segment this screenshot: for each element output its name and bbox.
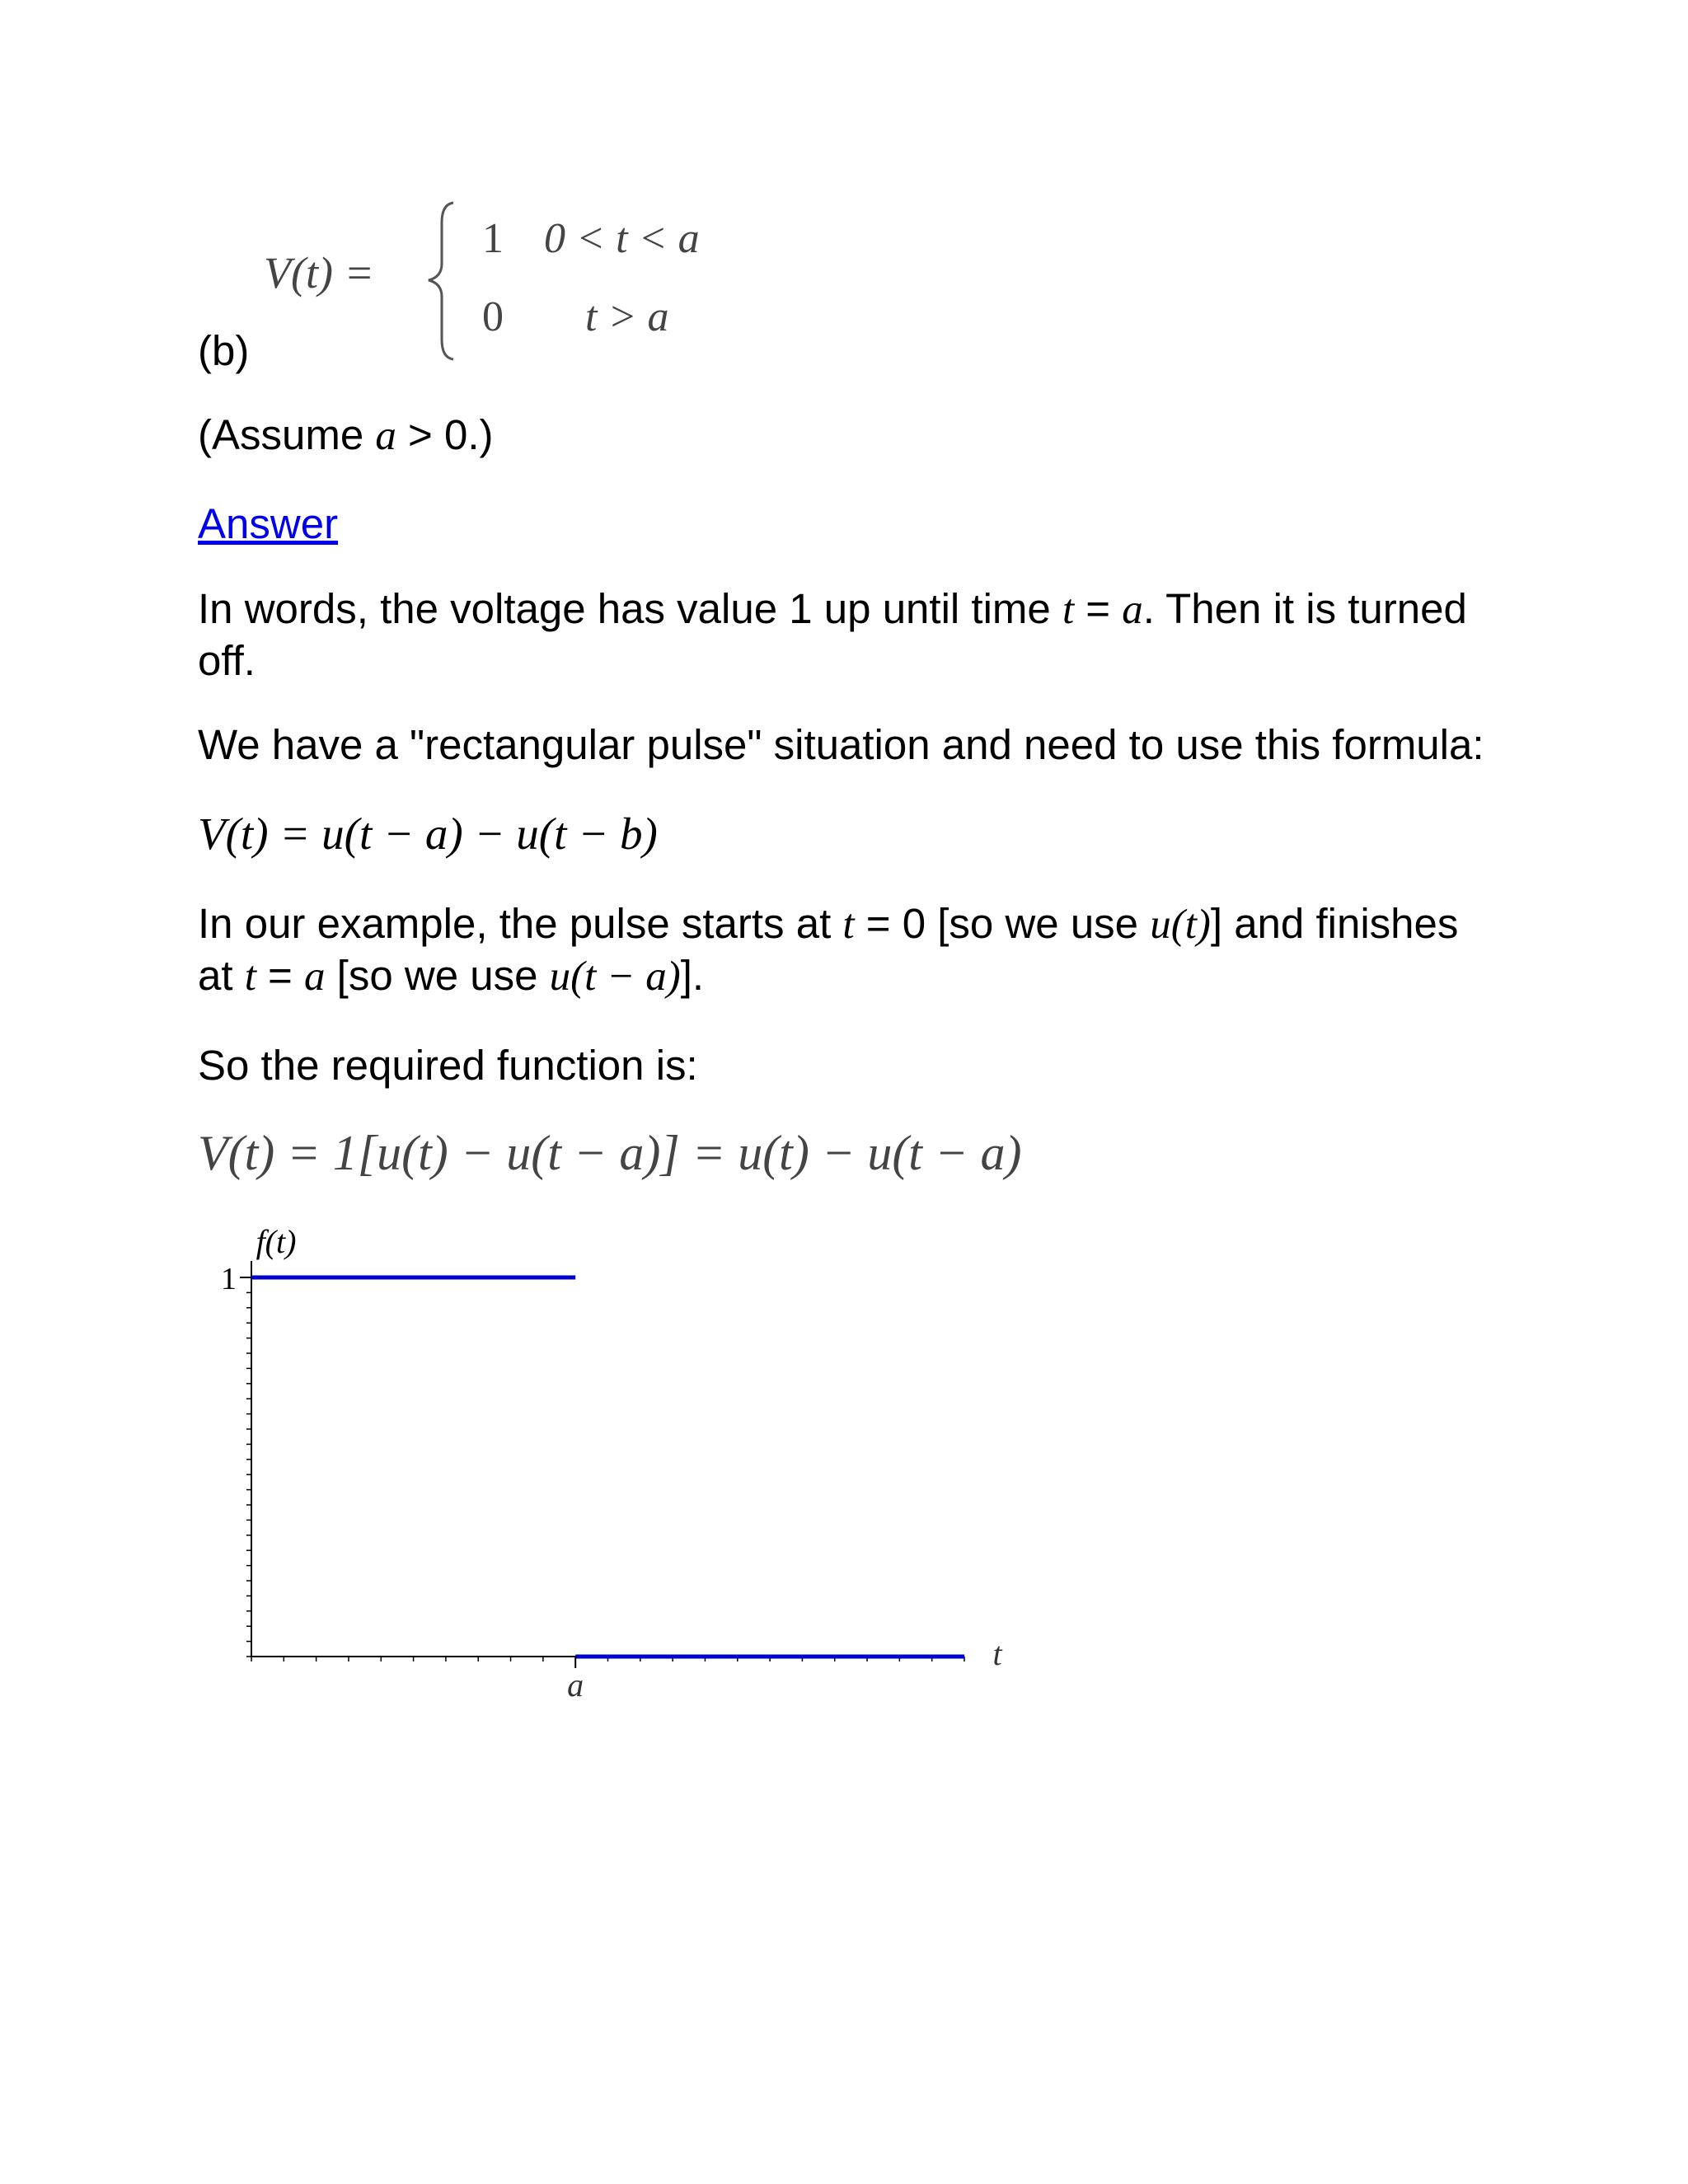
assumption-rest: > 0.): [396, 411, 494, 458]
example-p3: ] and finishes: [1210, 900, 1459, 947]
assumption-var: a: [375, 413, 396, 459]
example-p1: In our example, the pulse starts at: [198, 900, 843, 947]
example-p5: =: [256, 952, 304, 1000]
example-line-2: [198, 950, 1458, 1002]
piecewise-lhs: V(t) =: [264, 248, 374, 298]
y-tick-label: 1: [221, 1262, 237, 1296]
example-p7: ].: [680, 952, 705, 1000]
case-1-condition: 0 < t < a: [544, 215, 700, 262]
example-u1: u(t): [1150, 902, 1211, 948]
brace-icon: [420, 198, 470, 363]
case-2-value: 0: [482, 293, 504, 340]
example-a: a: [304, 954, 326, 1001]
example-p4: at: [198, 952, 245, 1000]
answer-link[interactable]: Answer: [198, 500, 339, 547]
required-intro: So the required function is:: [198, 1042, 698, 1089]
pulse-chart: [190, 1212, 1030, 1722]
general-formula: V(t) = u(t − a) − u(t − b): [198, 808, 658, 859]
x-tick-label: a: [567, 1666, 584, 1704]
example-p6: [so we use: [325, 952, 550, 1000]
example-t1: t: [842, 902, 855, 948]
example-t2: t: [244, 954, 256, 1001]
explanation-text-b: . Then it is turned: [1142, 585, 1467, 632]
y-axis-label: f(t): [256, 1223, 297, 1260]
example-line-1: [198, 898, 1458, 950]
piecewise-definition: [256, 198, 783, 371]
assumption-open: (Assume: [198, 411, 376, 458]
explanation-eq: =: [1074, 585, 1123, 632]
example-paragraph: [198, 898, 1458, 1002]
explanation-a: a: [1122, 587, 1143, 633]
x-axis-label: t: [992, 1635, 1002, 1672]
pulse-intro: We have a "rectangular pulse" situation and need to use this formula:: [198, 721, 1484, 768]
explanation-line-1: [198, 583, 1467, 635]
final-formula: V(t) = 1[u(t) − u(t − a)] = u(t) − u(t − a): [198, 1126, 1022, 1180]
case-2-condition: t > a: [585, 293, 669, 340]
assumption-text: [198, 410, 494, 462]
explanation-paragraph: [198, 583, 1467, 686]
part-label: (b): [198, 327, 250, 374]
explanation-line-2: off.: [198, 637, 256, 685]
explanation-text-a: In words, the voltage has value 1 up until time: [198, 585, 1062, 632]
case-1-value: 1: [482, 215, 504, 262]
example-p2: = 0 [so we use: [854, 900, 1151, 947]
example-u2: u(t − a): [549, 954, 681, 1001]
explanation-t: t: [1062, 587, 1075, 633]
